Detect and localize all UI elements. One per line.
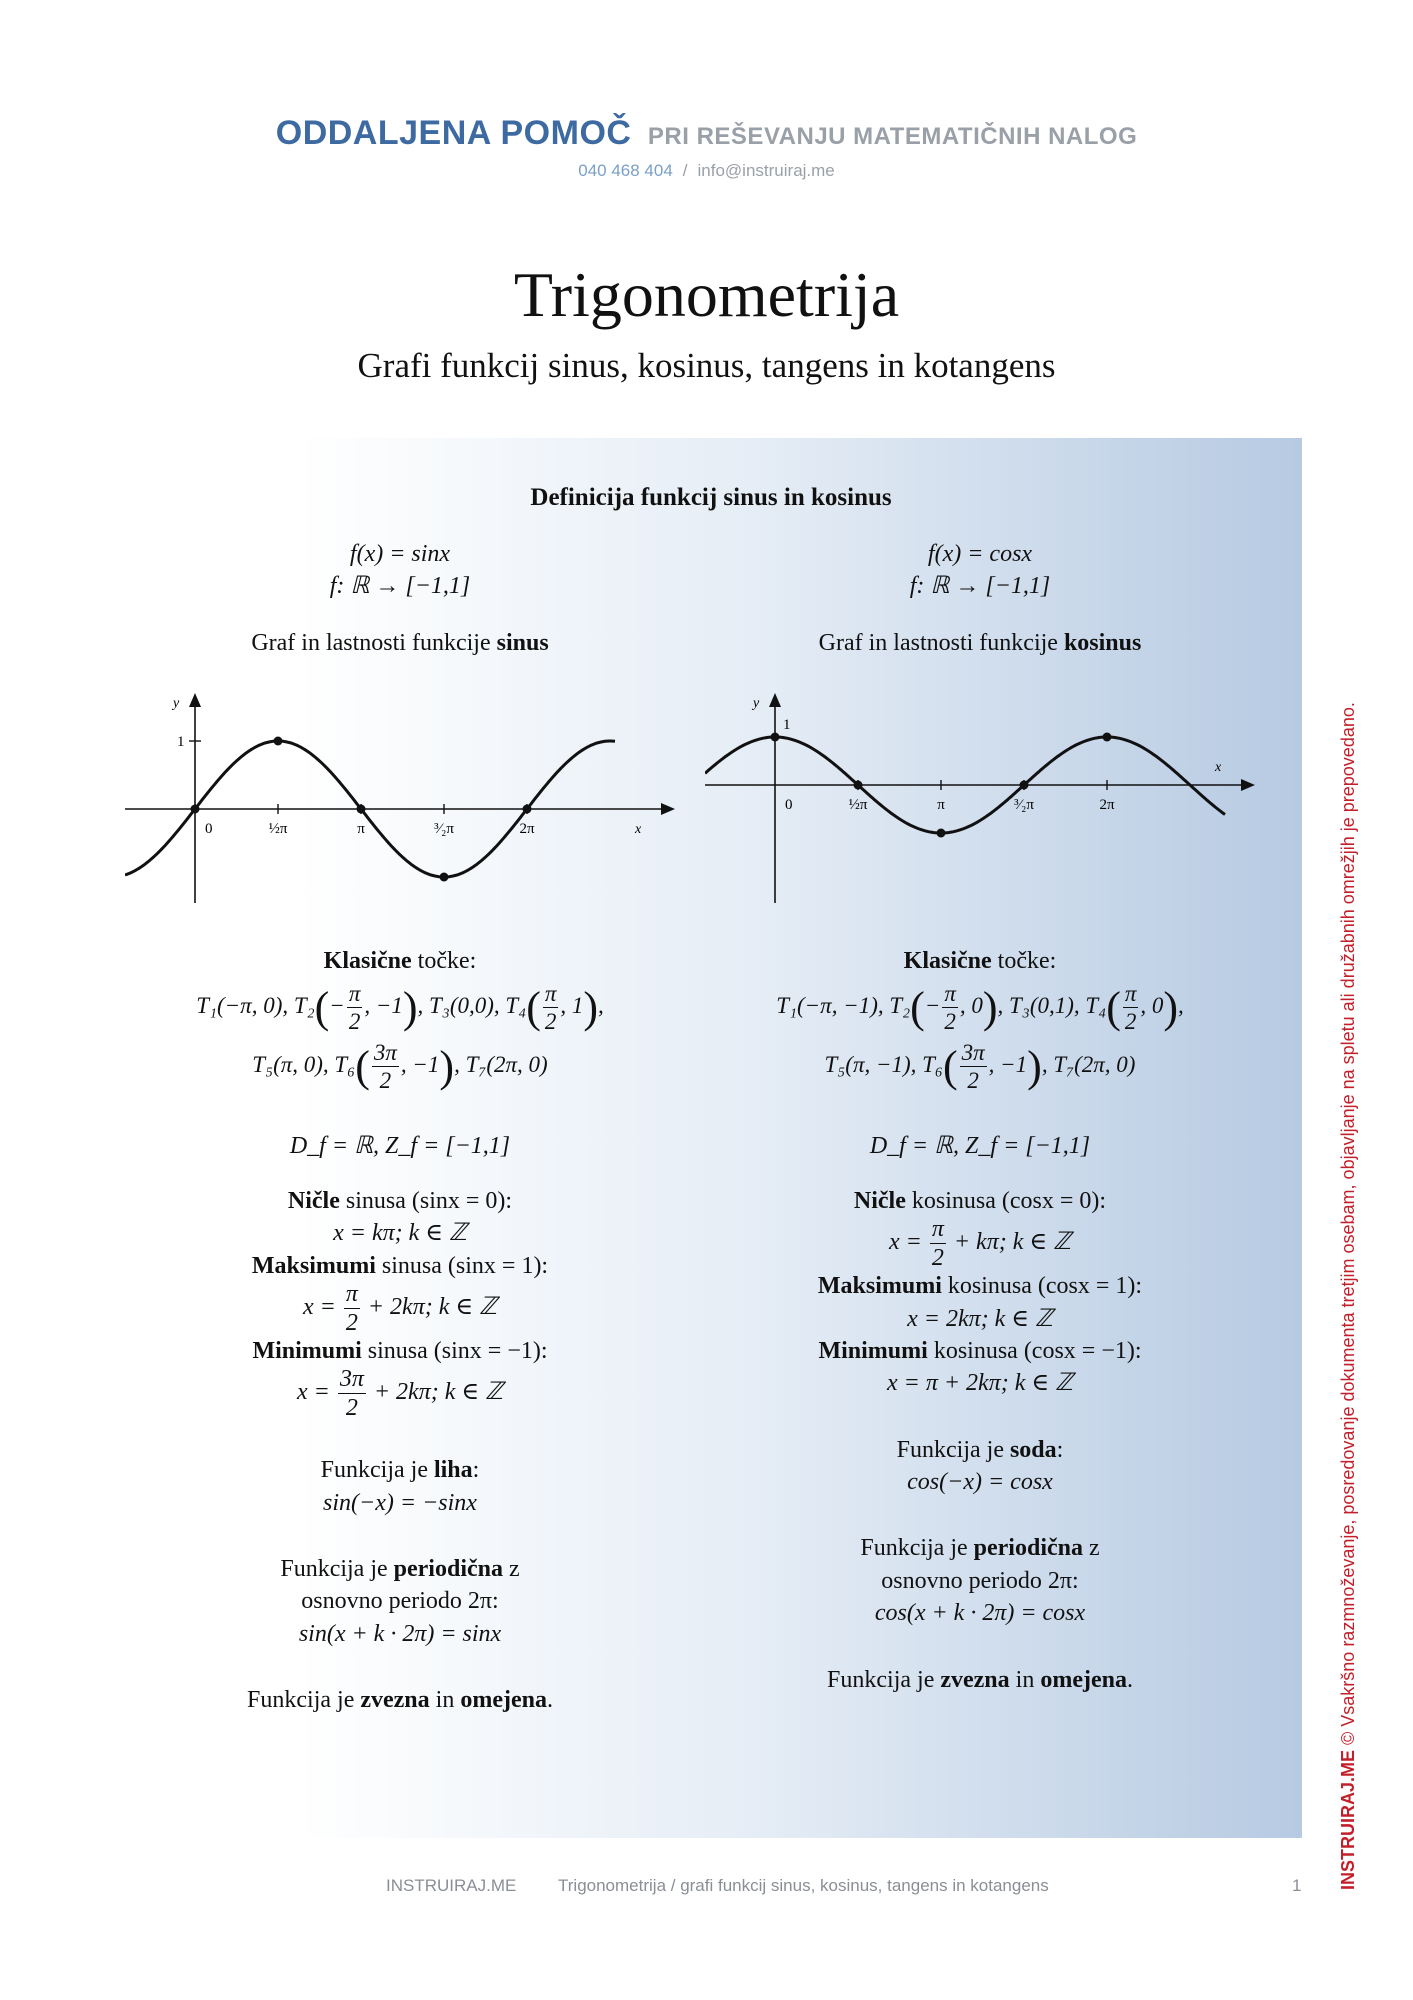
cosine-point [937,829,946,838]
sine-zeros-rest: sinusa (sinx = 0): [339,1187,513,1214]
sine-min-eq [120,1367,680,1420]
sine-graph-caption-bold: sinus [496,629,549,656]
text: Funkcija je [827,1666,941,1693]
cosine-max [700,1270,1260,1302]
cosine-points-title-bold: Klasične [903,948,992,975]
paren: ) [402,982,418,1032]
fraction [930,1217,946,1270]
copyright-note [1338,702,1359,1890]
header [0,114,1413,181]
cosine-tick-label-1: 1 [783,717,791,734]
sine-tick-label-two-pi: 2π [519,821,535,838]
cosine-zeros-rest: kosinusa (cosx = 0): [905,1187,1107,1214]
cosine-tick-label-0: 0 [785,797,793,814]
text: . [1126,1666,1133,1693]
cosine-period-eq: cos(x + k · 2π) = cosx [874,1600,1086,1627]
text: Funkcija je [320,1457,434,1484]
cosine-point-t6-rest: , −1 [988,1051,1028,1077]
text: z [503,1556,520,1583]
sine-point-t3: , T₃(0,0), T₄ [417,992,527,1018]
paren: ) [583,982,599,1032]
sine-parity-bold: liha [433,1457,473,1484]
text: z [1083,1535,1100,1562]
sine-period-eq: sin(x + k · 2π) = sinx [298,1620,502,1647]
cosine-point [1020,781,1029,790]
cosine-graph-caption-bold: kosinus [1063,629,1142,656]
contact-line [0,161,1413,181]
fraction [960,1041,987,1092]
sine-tick-label-pi: π [357,821,365,838]
cosine-domain-map: f: ℝ → [−1,1] [909,573,1051,600]
fraction [942,982,958,1033]
page-subtitle: Grafi funkcij sinus, kosinus, tangens in kotangens [357,346,1056,385]
sine-points-title-rest: točke: [411,948,477,975]
fraction-den: 2 [1124,1008,1137,1034]
cosine-column [700,538,1260,1696]
paren: ) [982,982,998,1032]
sine-graph-caption [120,627,680,659]
footer-document-title: Trigonometrija / grafi funkcij sinus, kosinus, tangens in kotangens [558,1876,1049,1895]
brand-title: ODDALJENA POMOČ [275,114,632,152]
footer-site[interactable]: INSTRUIRAJ.ME [386,1876,517,1895]
cosine-domain-range: D_f = ℝ, Z_f = [−1,1] [869,1133,1091,1160]
paren: ( [910,982,925,1032]
sine-period-bold: periodična [393,1556,503,1583]
brand-subtitle: PRI REŠEVANJU MATEMATIČNIH NALOG [647,123,1138,150]
cosine-tick-label-two-pi: 2π [1099,797,1115,814]
paren: ( [526,982,541,1032]
email-link[interactable]: info@instruiraj.me [697,161,835,180]
sine-period [120,1553,680,1585]
cosine-y-label: y [753,696,760,712]
cosine-zeros-eq [700,1217,1260,1270]
sine-x-arrow [661,803,675,815]
sine-min-bold: Minimumi [252,1337,362,1364]
cosine-points-title [700,945,1260,977]
sine-points-line1 [120,978,680,1037]
cosine-point-t5: T₅(π, −1), T₆ [824,1051,943,1077]
fraction-num: 3π [339,1366,364,1393]
fraction [543,982,559,1033]
cosine-point-t3: , T₃(0,1), T₄ [997,992,1107,1018]
cosine-point [1103,733,1112,742]
eq-pre: x = [302,1293,342,1320]
sine-column [120,538,680,1717]
cosine-tick-label-three-half-pi: ³⁄₂π [1014,797,1034,814]
bold-text: zvezna [360,1687,430,1714]
text: Funkcija je [860,1535,974,1562]
sine-y-arrow [189,693,201,707]
sine-point [523,805,532,814]
paren: ( [942,1041,958,1091]
paren: ) [1027,1041,1042,1091]
cosine-max-rest: kosinusa (cosx = 1): [941,1273,1143,1300]
sine-zeros-bold: Ničle [287,1187,340,1214]
fraction-num: π [345,1280,358,1307]
fraction-num: π [544,980,557,1006]
cosine-period-line2: osnovno periodo 2π: [881,1567,1079,1594]
cosine-point [854,781,863,790]
cosine-period-bold: periodična [973,1535,1083,1562]
fraction-den: 2 [944,1008,956,1034]
cosine-point [771,733,780,742]
cosine-continuity [700,1664,1260,1696]
sine-max-bold: Maksimumi [251,1252,376,1279]
cosine-max-eq: x = 2kπ; k ∈ ℤ [907,1305,1053,1332]
fraction [1123,982,1139,1033]
cosine-tick-label-pi: π [937,797,945,814]
sine-point-t2-sign: − [329,992,345,1018]
cosine-graph-caption [700,627,1260,659]
sine-point [357,805,366,814]
sine-point [191,805,200,814]
cosine-points-title-rest: točke: [991,948,1057,975]
page-title: Trigonometrija [513,259,900,330]
fraction-den: 2 [348,1008,361,1034]
sine-continuity [120,1684,680,1716]
panel-title: Definicija funkcij sinus in kosinus [530,484,892,511]
sine-points-title-bold: Klasične [323,948,412,975]
sine-parity-eq: sin(−x) = −sinx [323,1489,477,1516]
sine-points-title [120,945,680,977]
paren: ( [314,982,330,1032]
cosine-min [700,1335,1260,1367]
sine-point-t7: , T₇(2π, 0) [454,1051,548,1077]
fraction-den: 2 [931,1245,944,1272]
text: . [546,1687,553,1714]
sine-tick-label-half-pi: ½π [268,821,288,838]
fraction [347,982,363,1033]
cosine-points-line2 [700,1037,1260,1096]
sine-tick-label-three-half-pi: ³⁄₂π [434,821,454,838]
fraction-num: π [931,1216,944,1243]
cosine-parity [700,1434,1260,1466]
sine-domain-range: D_f = ℝ, Z_f = [−1,1] [289,1133,511,1160]
sine-min [120,1335,680,1367]
text: Funkcija je [896,1436,1010,1463]
sine-graph-caption-text: Graf in lastnosti funkcije [251,629,497,656]
fraction-num: 3π [373,1040,397,1066]
cosine-period [700,1532,1260,1564]
sine-parity [120,1454,680,1486]
eq-post: + 2kπ; k ∈ ℤ [361,1293,498,1320]
bold-text: zvezna [940,1666,1010,1693]
text: Funkcija je [247,1687,361,1714]
comma: , [1178,992,1184,1018]
fraction-den: 2 [379,1068,392,1094]
eq-pre: x = [296,1379,336,1406]
phone-number[interactable]: 040 468 404 [578,161,673,180]
cosine-zeros-bold: Ničle [853,1187,906,1214]
text: in [1009,1666,1041,1693]
sine-zeros [120,1185,680,1217]
fraction-den: 2 [345,1309,358,1336]
eq-post: + 2kπ; k ∈ ℤ [367,1379,504,1406]
fraction [372,1041,399,1092]
sine-point [440,873,449,882]
text: Funkcija je [280,1556,394,1583]
fraction-den: 2 [345,1395,358,1422]
sine-period-line2: osnovno periodo 2π: [301,1588,499,1615]
bold-text: omejena [460,1687,547,1714]
bold-text: omejena [1040,1666,1127,1693]
cosine-points-line1 [700,978,1260,1037]
cosine-min-rest: kosinusa (cosx = −1): [927,1337,1142,1364]
sine-function: f(x) = sinx [349,541,451,567]
fraction-num: π [944,980,956,1006]
cosine-parity-bold: soda [1009,1436,1057,1463]
cosine-x-label: x [1215,760,1222,776]
fraction-num: π [348,980,361,1006]
cosine-tick-label-half-pi: ½π [848,797,868,814]
fraction-num: 3π [961,1040,985,1066]
sine-x-label: x [635,822,642,838]
eq-post: + kπ; k ∈ ℤ [947,1229,1072,1256]
fraction [344,1282,360,1335]
sine-tick-label-1: 1 [177,734,185,751]
cosine-point-t2-rest: , 0 [959,992,983,1018]
fraction-num: π [1124,980,1137,1006]
text: : [472,1457,480,1484]
sine-tick-label-0: 0 [205,821,213,838]
paren: ( [1106,982,1121,1032]
cosine-zeros [700,1185,1260,1217]
sine-point-t4-rest: , 1 [560,992,584,1018]
copyright-brand: INSTRUIRAJ.ME [1338,1749,1358,1890]
paren: ) [439,1041,455,1091]
text: : [1056,1436,1064,1463]
contact-separator: / [682,161,688,180]
cosine-point-t2-sign: − [924,992,941,1018]
sine-point-t1: T₁(−π, 0), T₂ [196,992,315,1018]
cosine-graph-caption-text: Graf in lastnosti funkcije [818,629,1064,656]
cosine-point-t7: , T₇(2π, 0) [1041,1051,1136,1077]
cosine-min-bold: Minimumi [818,1337,928,1364]
sine-domain-map: f: ℝ → [−1,1] [329,573,471,600]
cosine-function: f(x) = cosx [927,541,1033,567]
cosine-y-arrow [769,693,781,707]
page-number: 1 [1292,1876,1302,1895]
fraction [338,1367,366,1420]
cosine-max-bold: Maksimumi [817,1273,942,1300]
sine-y-label: y [173,696,180,712]
paren: ) [1163,982,1179,1032]
content-panel [120,438,1302,1838]
sine-zeros-eq: x = kπ; k ∈ ℤ [333,1220,467,1247]
sine-graph [125,681,675,911]
cosine-point-t1: T₁(−π, −1), T₂ [776,992,911,1018]
sine-min-rest: sinusa (sinx = −1): [361,1337,548,1364]
sine-point [274,737,283,746]
cosine-min-eq: x = π + 2kπ; k ∈ ℤ [886,1370,1074,1397]
sine-max [120,1250,680,1282]
sine-point-t6-rest: , −1 [400,1051,440,1077]
sine-points-line2 [120,1037,680,1096]
text: in [429,1687,461,1714]
sine-max-eq [120,1282,680,1335]
sine-point-t2-rest: , −1 [364,992,403,1018]
cosine-x-arrow [1241,779,1255,791]
fraction-den: 2 [544,1008,557,1034]
eq-pre: x = [888,1229,928,1256]
comma: , [598,992,604,1018]
cosine-graph [705,681,1255,911]
cosine-point-t4-rest: , 0 [1140,992,1164,1018]
paren: ( [355,1041,370,1091]
sine-point-t5: T₅(π, 0), T₆ [252,1051,356,1077]
copyright-text: © Vsakršno razmnoževanje, posredovanje dokumenta tretjim osebam, objavljanje na spletu ali družabnih omrežjih je prepovedano. [1338,702,1358,1750]
sine-max-rest: sinusa (sinx = 1): [375,1252,549,1279]
fraction-den: 2 [967,1068,979,1094]
cosine-parity-eq: cos(−x) = cosx [907,1469,1053,1496]
